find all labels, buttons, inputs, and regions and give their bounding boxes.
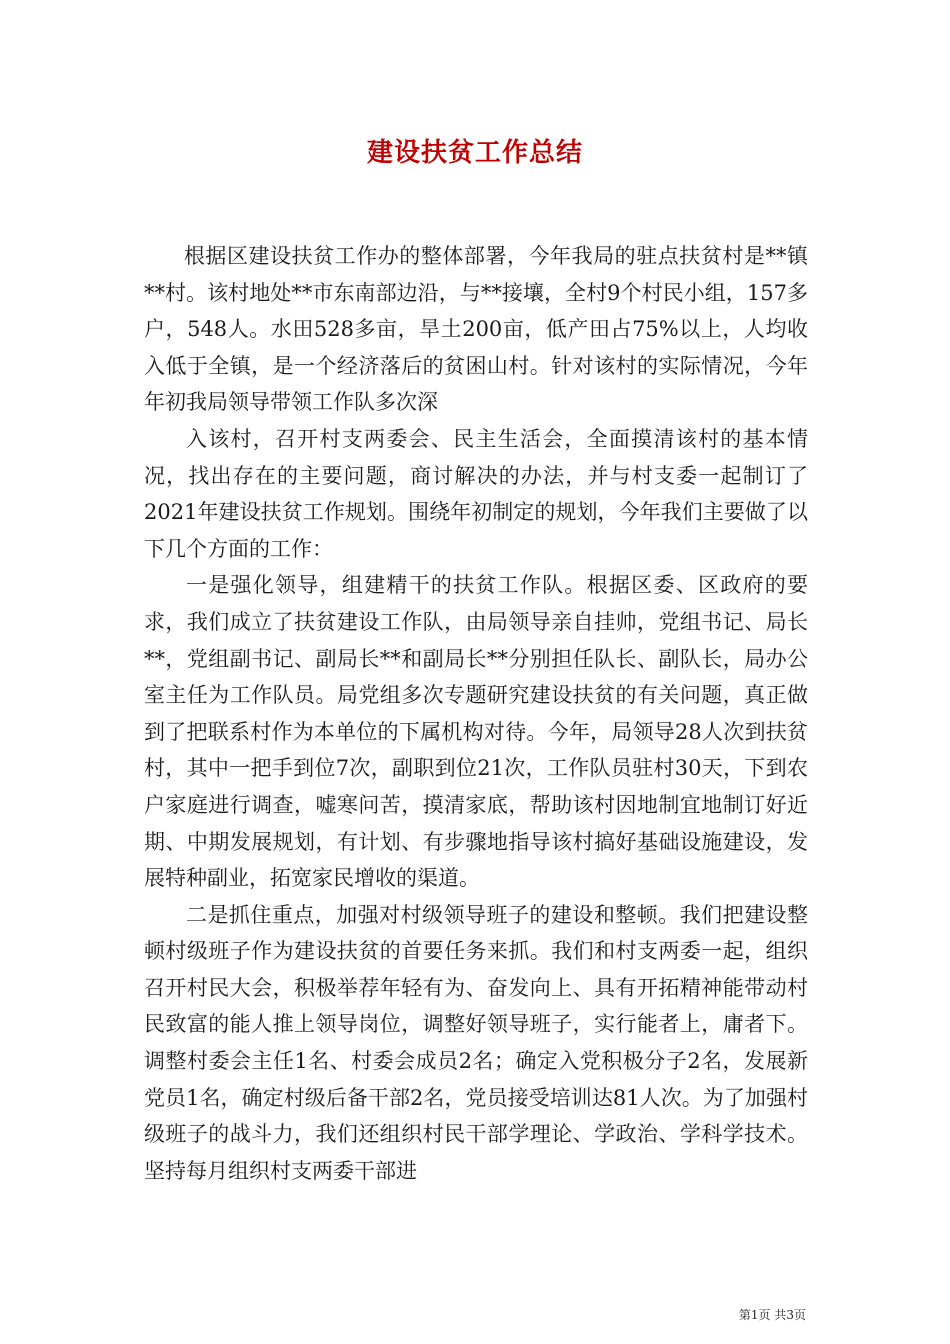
paragraph-4: 二是抓住重点，加强对村级领导班子的建设和整顿。我们把建设整顿村级班子作为建设扶贫的首要任务来抓。我们和村支两委一起，组织召开村民大会，积极举荐年轻有为、奋发向上、具有开拓精神能带动村民致富的能人推上领导岗位，调整好领导班子，实行能者上，庸者下。调整村委会主任1名、村委会成员2名；确定入党积极分子2名，发展新党员1名，确定村级后备干部2名，党员接受培训达81人次。为了加强村级班子的战斗力，我们还组织村民干部学理论、学政治、学科学技术。坚持每月组织村支两委干部进: [144, 902, 808, 1183]
document-body: [144, 238, 808, 1189]
document-title: 建设扶贫工作总结: [366, 138, 583, 168]
paragraph-2: 入该村，召开村支两委会、民主生活会，全面摸清该村的基本情况，找出存在的主要问题，商讨解决的办法，并与村支委一起制订了2021年建设扶贫工作规划。围绕年初制定的规划，今年我们主要做了以下几个方面的工作：: [144, 426, 808, 561]
paragraph-3: 一是强化领导，组建精干的扶贫工作队。根据区委、区政府的要求，我们成立了扶贫建设工作队，由局领导亲自挂帅，党组书记、局长**，党组副书记、副局长**和副局长**分别担任队长、副队长，局办公室主任为工作队员。局党组多次专题研究建设扶贫的有关问题，真正做到了把联系村作为本单位的下属机构对待。今年，局领导28人次到扶贫村，其中一把手到位7次，副职到位21次，工作队员驻村30天，下到农户家庭进行调查，嘘寒问苦，摸清家底，帮助该村因地制宜地制订好近期、中期发展规划，有计划、有步骤地指导该村搞好基础设施建设，发展特种副业，拓宽家民增收的渠道。: [144, 573, 808, 891]
paragraph-1: 根据区建设扶贫工作办的整体部署，今年我局的驻点扶贫村是**镇**村。该村地处**市东南部边沿，与**接壤，全村9个村民小组，157多户，548人。水田528多亩，旱土200亩，低产田占75%以上，人均收入低于全镇，是一个经济落后的贫困山村。针对该村的实际情况，今年年初我局领导带领工作队多次深: [144, 244, 808, 415]
page-number: 第1页 共3页: [738, 1308, 806, 1322]
